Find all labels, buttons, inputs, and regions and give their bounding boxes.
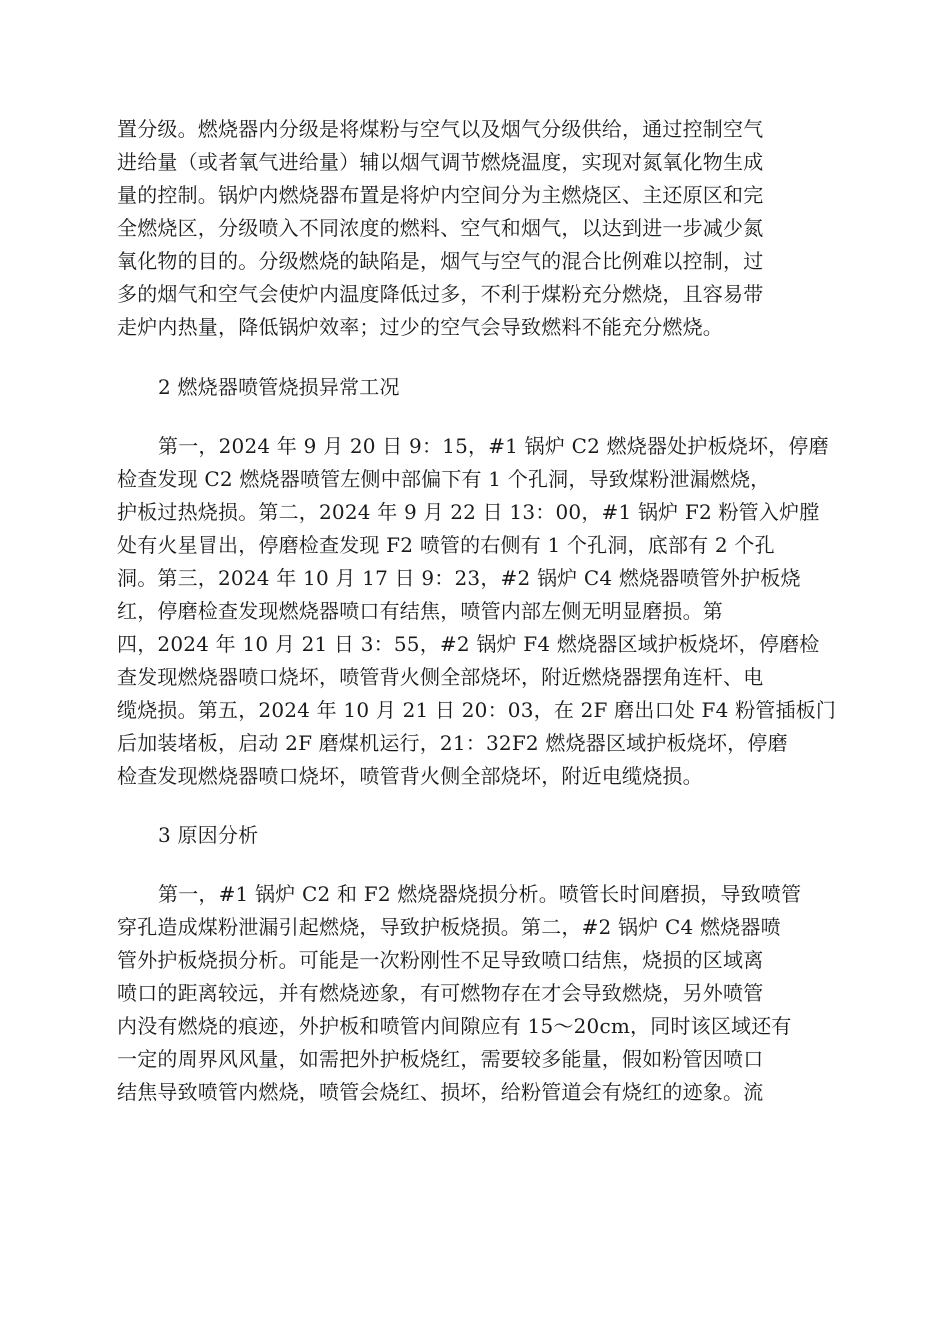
paragraph-1-line-3: 量的控制。锅炉内燃烧器布置是将炉内空间分为主燃烧区、主还原区和完 (117, 183, 764, 207)
paragraph-3-line-6: 一定的周界风风量，如需把外护板烧红，需要较多能量，假如粉管因喷口 (117, 1047, 764, 1071)
paragraph-2-line-3: 护板过热烧损。第二，2024 年 9 月 22 日 13：00，#1 锅炉 F2 粉管入炉膛 (117, 500, 820, 524)
paragraph-1-line-7: 走炉内热量，降低锅炉效率；过少的空气会导致燃料不能充分燃烧。 (117, 315, 723, 339)
section-heading-2: 2 燃烧器喷管烧损异常工况 (158, 375, 400, 399)
paragraph-1-line-1: 置分级。燃烧器内分级是将煤粉与空气以及烟气分级供给，通过控制空气 (117, 117, 764, 141)
paragraph-2-line-5: 洞。第三，2024 年 10 月 17 日 9：23，#2 锅炉 C4 燃烧器喷管外护板烧 (117, 566, 801, 590)
paragraph-1-line-4: 全燃烧区，分级喷入不同浓度的燃料、空气和烟气，以达到进一步减少氮 (117, 216, 764, 240)
paragraph-2-line-11: 检查发现燃烧器喷口烧坏，喷管背火侧全部烧坏，附近电缆烧损。 (117, 764, 703, 788)
paragraph-2-line-9: 缆烧损。第五，2024 年 10 月 21 日 20：03，在 2F 磨出口处 F4 粉管插板门 (117, 698, 837, 722)
paragraph-2-line-4: 处有火星冒出，停磨检查发现 F2 喷管的右侧有 1 个孔洞，底部有 2 个孔 (117, 533, 775, 557)
paragraph-2-line-1: 第一，2024 年 9 月 20 日 9：15，#1 锅炉 C2 燃烧器处护板烧坏，停磨 (158, 434, 829, 458)
paragraph-3-line-3: 管外护板烧损分析。可能是一次粉刚性不足导致喷口结焦，烧损的区域离 (117, 948, 764, 972)
paragraph-1-line-6: 多的烟气和空气会使炉内温度降低过多，不利于煤粉充分燃烧，且容易带 (117, 282, 764, 306)
paragraph-1-line-2: 进给量（或者氧气进给量）辅以烟气调节燃烧温度，实现对氮氧化物生成 (117, 150, 764, 174)
paragraph-3-line-4: 喷口的距离较远，并有燃烧迹象，有可燃物存在才会导致燃烧，另外喷管 (117, 981, 764, 1005)
paragraph-2-line-2: 检查发现 C2 燃烧器喷管左侧中部偏下有 1 个孔洞，导致煤粉泄漏燃烧， (117, 467, 771, 491)
paragraph-1-line-5: 氧化物的目的。分级燃烧的缺陷是，烟气与空气的混合比例难以控制，过 (117, 249, 764, 273)
paragraph-3-line-7: 结焦导致喷管内燃烧，喷管会烧红、损坏，给粉管道会有烧红的迹象。流 (117, 1080, 764, 1104)
paragraph-3-line-1: 第一，#1 锅炉 C2 和 F2 燃烧器烧损分析。喷管长时间磨损，导致喷管 (158, 882, 802, 906)
section-heading-3: 3 原因分析 (158, 823, 259, 847)
paragraph-2-line-8: 查发现燃烧器喷口烧坏，喷管背火侧全部烧坏，附近燃烧器摆角连杆、电 (117, 665, 764, 689)
paragraph-3-line-5: 内没有燃烧的痕迹，外护板和喷管内间隙应有 15～20cm，同时该区域还有 (117, 1014, 792, 1038)
paragraph-2-line-7: 四，2024 年 10 月 21 日 3：55，#2 锅炉 F4 燃烧器区域护板烧坏，停磨检 (117, 632, 820, 656)
paragraph-2-line-10: 后加装堵板，启动 2F 磨煤机运行，21：32F2 燃烧器区域护板烧坏，停磨 (117, 731, 788, 755)
paragraph-3-line-2: 穿孔造成煤粉泄漏引起燃烧，导致护板烧损。第二，#2 锅炉 C4 燃烧器喷 (117, 915, 781, 939)
paragraph-2-line-6: 红，停磨检查发现燃烧器喷口有结焦，喷管内部左侧无明显磨损。第 (117, 599, 723, 623)
